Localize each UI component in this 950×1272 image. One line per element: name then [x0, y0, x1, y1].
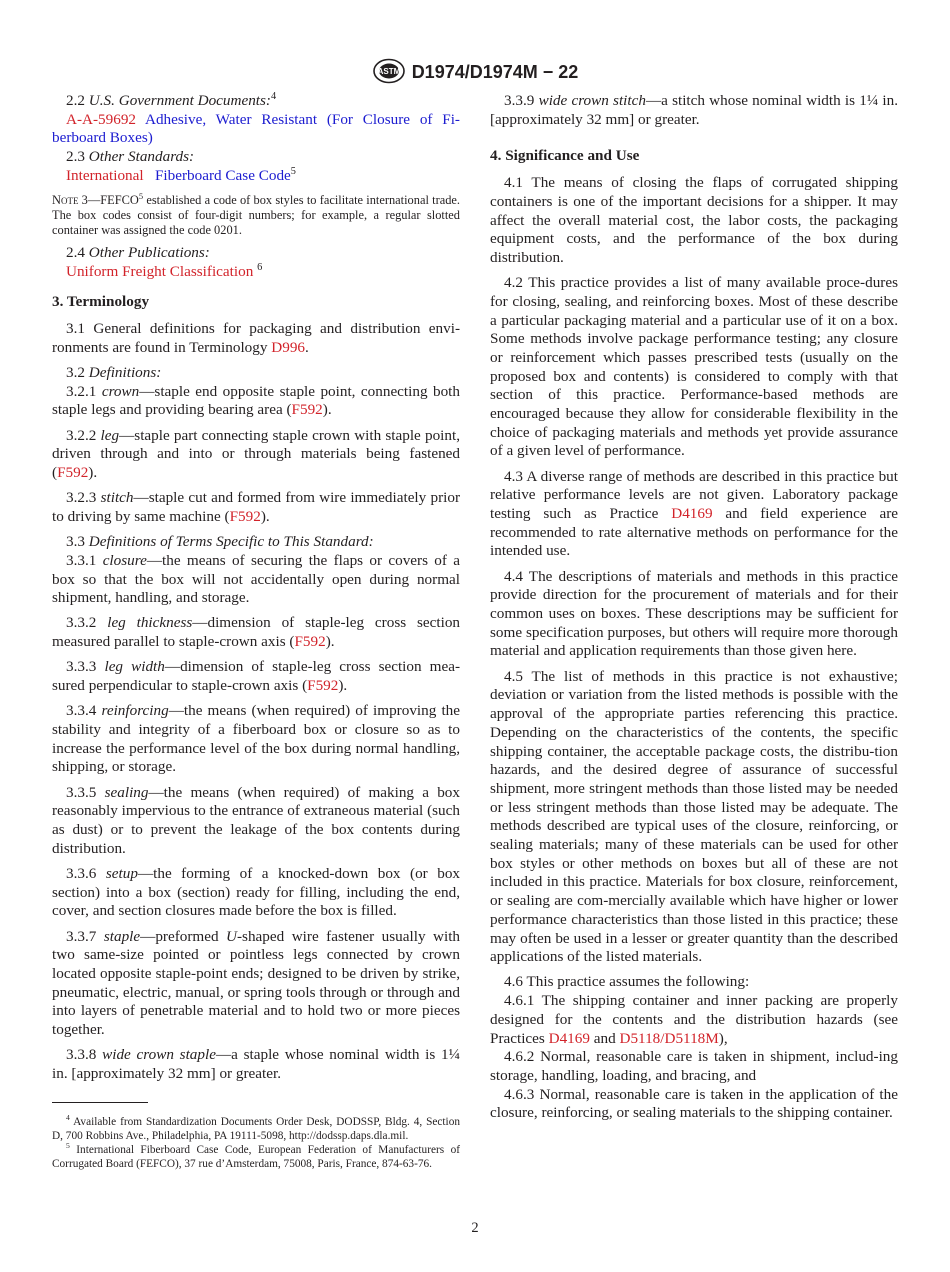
ref-f592-link[interactable]: F592 — [57, 464, 89, 482]
para-4-6: 4.6 This practice assumes the following: — [504, 973, 750, 991]
para-4-2: 4.2 This practice provides a list of many available proce-dures for closing, sealing, and reinforcing boxes. Most of these describe a particular packaging material and a particular use of it on a box. Some methods involve package performance testing; any closure or reinforcement which passes prescribed tests (usually on the proposed box and contents) is considered to comply with that section of this practice. Performance-based methods are encouraged because they allow for considerable flexibility in the choice of packaging materials and methods yet provide assurance of a given level of performance. — [490, 274, 898, 460]
para-3-3-7: 3.3.7 staple—preformed U-shaped wire fastener usually with two same-size pointed or pointless legs connected by crown located opposite staple-point ends; designed to be driven by strike, pneumatic, electric, manual, or spring tools through or through and into layers of penetrable material and to hold two or more pieces together. — [52, 927, 461, 1039]
para-4-6-2: 4.6.2 Normal, reasonable care is taken in shipment, includ-ing storage, handling, loading, and bracing, and — [490, 1048, 898, 1084]
ref-f592-link[interactable]: F592 — [291, 401, 323, 419]
ref-f592-link[interactable]: F592 — [307, 677, 339, 695]
section-4-heading: 4. Significance and Use — [490, 147, 640, 165]
ref-d5118-link[interactable]: D5118/D5118M — [619, 1029, 719, 1047]
left-column — [52, 92, 460, 1171]
para-4-5: 4.5 The list of methods in this practice is not exhaustive; deviation or variation from the listed methods is possible with the approval of the appropriate parties referencing this practice. Depending on the characteristics of the contents, the specific shipping container, the acceptable package costs, the distribu-tion hazards, and the desired degree of assurance of successful shipment, more stringent methods than those listed may be needed or less stringent methods than those listed may be adequate. The methods described are typical uses of the closure, reinforcing, or sealing materials; many of these materials can be used for other box styles or other methods on boxes but all of these are not included in this practice. Materials for box closure, reinforcement, or sealing are com-mercially available which have higher or lower performance characteristics than those listed in this practice; these may often be used in a lesser or greater quantity than the described applications of the listed materials. — [490, 667, 898, 966]
ref-d4169-link[interactable]: D4169 — [671, 505, 713, 523]
section-2-3: 2.3 Other Standards: — [66, 148, 195, 166]
footnote-5: $^5$ International Fiberboard Case Code, European Federation of Manufacturers of Corrugated Board (FEFCO), 37 rue d’Amsterdam, 75008, Paris, France, 874-63-76. — [52, 1141, 460, 1171]
para-3-3-9: 3.3.9 wide crown stitch—a stitch whose nominal width is 1¼ in. [approximately 32 mm] or greater. — [490, 92, 899, 128]
para-4-1: 4.1 The means of closing the flaps of corrugated shipping containers is one of the important decisions for a shipper. It may affect the overall material cost, the labor costs, the packaging equipment costs, and the performance of the box during distribution. — [490, 174, 898, 266]
standard-link[interactable]: International Fiberboard Case Code$^5$ — [66, 165, 296, 184]
para-3-2-3: 3.2.3 stitch—staple cut and formed from wire immediately prior to driving by same machine (F592). — [52, 489, 460, 525]
para-3-3-6: 3.3.6 setup—the forming of a knocked-down box (or box section) into a box (section) ready for filling, including the end, cover, and section closures made before the box is filled. — [52, 864, 461, 920]
para-3-3-2: 3.3.2 leg thickness—dimension of staple-leg cross section measured parallel to staple-crown axis (F592). — [52, 614, 461, 651]
para-3-2-1: 3.2.1 crown—staple end opposite staple point, connecting both staple legs and providing bearing area (F592). — [52, 382, 460, 419]
para-3-1: 3.1 General definitions for packaging and distribution envi-ronments are found in Terminology D996. — [52, 320, 460, 356]
footnote-divider — [52, 1102, 148, 1103]
para-3-3-4: 3.3.4 reinforcing—the means (when required) of improving the stability and integrity of a fiberboard box or closure so as to increase the performance level of the box during normal handling, shipping, or storage. — [52, 702, 460, 776]
page-header — [0, 58, 950, 89]
doc-link[interactable]: A-A-59692 Adhesive, Water Resistant (For Closure of Fi-berboard Boxes) — [52, 110, 460, 147]
section-3-heading: 3. Terminology — [52, 293, 150, 311]
ref-d996-link[interactable]: D996 — [271, 338, 306, 356]
document-title: D1974/D1974M − 22 — [411, 62, 579, 82]
svg-text:ASTM: ASTM — [377, 67, 401, 76]
para-4-6-3: 4.6.3 Normal, reasonable care is taken in the application of the closure, reinforcing, or sealing materials to the shipping container. — [490, 1085, 898, 1122]
footnote-4: $^4$ Available from Standardization Documents Order Desk, DODSSP, Bldg. 4, Section D, 700 Robbins Ave., Philadelphia, PA 19111-5098, http://dodssp.daps.dla.mil. — [52, 1112, 460, 1142]
astm-logo-icon — [372, 58, 406, 89]
para-3-3-3: 3.3.3 leg width—dimension of staple-leg cross section mea-sured perpendicular to staple-crown axis (F592). — [52, 658, 461, 695]
para-3-2: 3.2 Definitions: — [66, 364, 162, 382]
para-4-6-1: 4.6.1 The shipping container and inner packing are properly designed for the contents and the distribution hazards (see Practices D4169 and D5118/D5118M), — [490, 992, 898, 1047]
section-2-2: 2.2 U.S. Government Documents:$^4$ — [66, 90, 277, 109]
para-4-4: 4.4 The descriptions of materials and methods in this practice provide direction for the procurement of materials and for their common uses on boxes. These descriptions may be sufficient for some specification purposes, but others will require more thorough material and application requirements than those given here. — [490, 567, 898, 660]
para-3-3-1: 3.3.1 closure—the means of securing the flaps or covers of a box so that the box will not accidentally open during normal shipment, handling, and storage. — [52, 551, 461, 607]
ref-d4169-link[interactable]: D4169 — [548, 1029, 590, 1047]
right-column — [490, 92, 898, 1123]
para-3-3-5: 3.3.5 sealing—the means (when required) of making a box reasonably impervious to the entrance of extraneous material (such as dust) or to prevent the leakage of the box contents during distribution. — [52, 783, 460, 857]
para-4-3: 4.3 A diverse range of methods are described in this practice but relative performance levels are not given. Laboratory package testing such as Practice D4169 and field experience are recommended to rate alternative methods on performance for the intended use. — [490, 467, 898, 560]
ref-f592-link[interactable]: F592 — [229, 507, 261, 525]
para-3-3-8: 3.3.8 wide crown staple—a staple whose nominal width is 1¼ in. [approximately 32 mm] or greater. — [52, 1046, 460, 1082]
publication-link[interactable]: Uniform Freight Classification $^6$ — [66, 261, 263, 280]
page-number: 2 — [471, 1220, 479, 1236]
para-3-2-2: 3.2.2 leg—staple part connecting staple crown with staple point, driven through and into or through materials being fastened (F592). — [52, 426, 460, 482]
note-3: Note 3—FEFCO$^5$ established a code of box styles to facilitate international trade. The box codes consist of four-digit numbers; for example, a regular slotted container was assigned the code 0201. — [52, 190, 460, 237]
ref-f592-link[interactable]: F592 — [294, 633, 326, 651]
section-2-4: 2.4 Other Publications: — [66, 244, 210, 262]
para-3-3: 3.3 Definitions of Terms Specific to This Standard: — [66, 533, 374, 551]
